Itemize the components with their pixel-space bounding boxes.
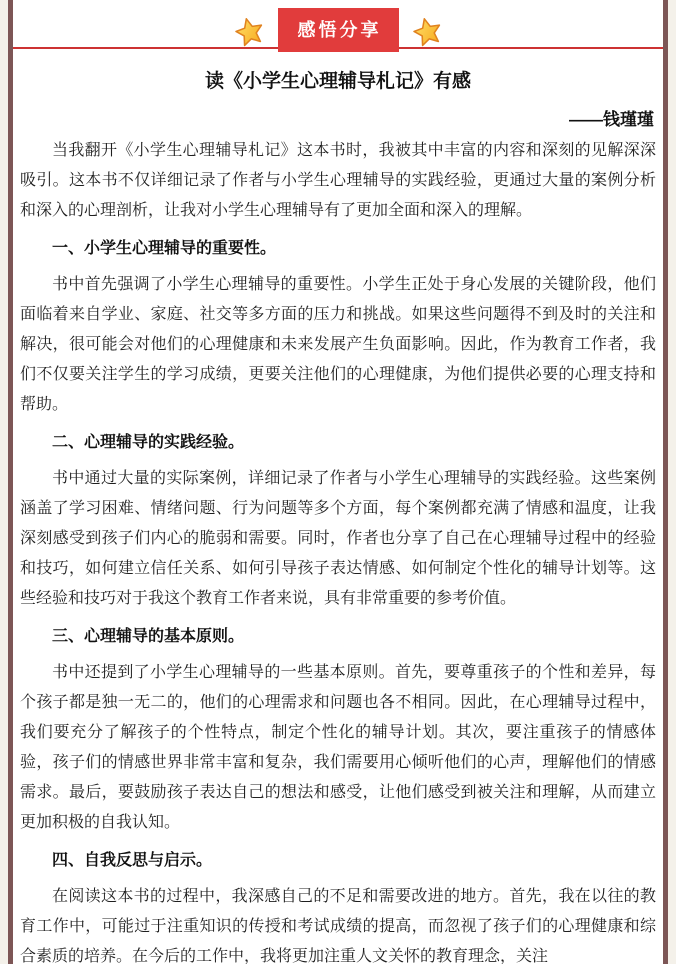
article-paragraph: 书中首先强调了小学生心理辅导的重要性。小学生正处于身心发展的关键阶段，他们面临着来自学业、家庭、社交等多方面的压力和挑战。如果这些问题得不到及时的关注和解决，很可能会对他们的心理健康和未来发展产生负面影响。因此，作为教育工作者，我们不仅要关注学生的学习成绩，更要关注他们的心理健康，为他们提供必要的心理支持和帮助。 bbox=[20, 276, 656, 413]
page-header bbox=[0, 8, 676, 52]
section-heading: 一、小学生心理辅导的重要性。 bbox=[52, 240, 277, 257]
article-body bbox=[13, 49, 663, 964]
section-heading: 四、自我反思与启示。 bbox=[52, 852, 213, 869]
article-paragraph: 书中通过大量的实际案例，详细记录了作者与小学生心理辅导的实践经验。这些案例涵盖了学习困难、情绪问题、行为问题等多个方面，每个案例都充满了情感和温度，让我深刻感受到孩子们内心的脆弱和需要。同时，作者也分享了自己在心理辅导过程中的经验和技巧，如何建立信任关系、如何引导孩子表达情感、如何制定个性化的辅导计划等。这些经验和技巧对于我这个教育工作者来说，具有非常重要的参考价值。 bbox=[20, 470, 656, 607]
section-heading: 二、心理辅导的实践经验。 bbox=[52, 434, 245, 451]
article-author: ——钱瑾瑾 bbox=[569, 110, 654, 129]
star-icon bbox=[234, 16, 265, 47]
article-paragraph: 在阅读这本书的过程中，我深感自己的不足和需要改进的地方。首先，我在以往的教育工作中，可能过于注重知识的传授和考试成绩的提高，而忽视了孩子们的心理健康和综合素质的培养。在今后的工作中，我将更加注重人文关怀的教育理念，关注 bbox=[20, 888, 656, 964]
article-paragraph: 当我翻开《小学生心理辅导札记》这本书时，我被其中丰富的内容和深刻的见解深深吸引。这本书不仅详细记录了作者与小学生心理辅导的实践经验，更通过大量的案例分析和深入的心理剖析，让我对小学生心理辅导有了更加全面和深入的理解。 bbox=[20, 142, 656, 219]
article-paragraph: 书中还提到了小学生心理辅导的一些基本原则。首先，要尊重孩子的个性和差异，每个孩子都是独一无二的，他们的心理需求和问题也各不相同。因此，在心理辅导过程中，我们要充分了解孩子的个性特点，制定个性化的辅导计划。其次，要注重孩子的情感体验，孩子们的情感世界非常丰富和复杂，我们需要用心倾听他们的心声，理解他们的情感需求。最后，要鼓励孩子表达自己的想法和感受，让他们感受到被关注和理解，从而建立更加积极的自我认知。 bbox=[20, 664, 656, 831]
article-title: 读《小学生心理辅导札记》有感 bbox=[204, 71, 471, 92]
section-heading: 三、心理辅导的基本原则。 bbox=[52, 628, 245, 645]
badge-label: 感悟分享 bbox=[278, 8, 399, 52]
star-icon bbox=[412, 16, 443, 47]
